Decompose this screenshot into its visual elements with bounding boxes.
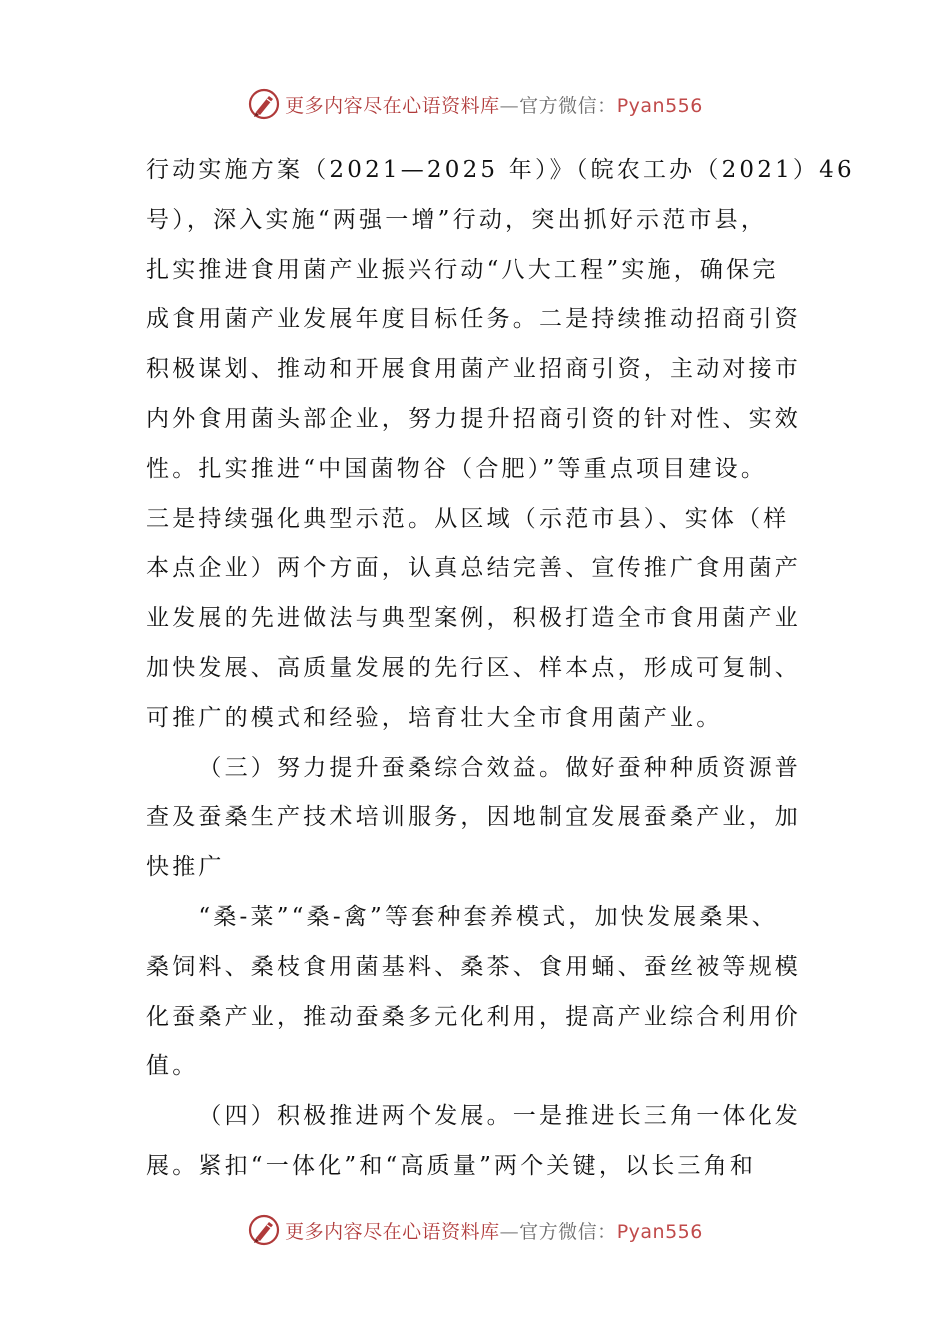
body-text-line: 快推广: [146, 854, 225, 881]
watermark-brand: 更多内容尽在心语资料库: [285, 1220, 500, 1243]
watermark-dash: —: [499, 94, 520, 117]
body-text-line: 本点企业）两个方面，认真总结完善、宣传推广食用菌产: [146, 555, 801, 582]
body-text-line: 值。: [146, 1053, 199, 1080]
document-body: [146, 152, 855, 1198]
body-text-line: 展。紧扣“一体化”和“高质量”两个关键，以长三角和: [146, 1152, 757, 1179]
body-text-line: 性。扎实推进“中国菌物谷（合肥）”等重点项目建设。: [146, 455, 768, 482]
body-text-line: 号），深入实施“两强一增”行动，突出抓好示范市县，: [146, 206, 768, 233]
body-text-line: 成食用菌产业发展年度目标任务。二是持续推动招商引资: [146, 306, 801, 333]
pen-logo-icon: [247, 87, 281, 121]
watermark-brand: 更多内容尽在心语资料库: [285, 94, 500, 117]
watermark-official-label: 官方微信：: [519, 94, 617, 117]
watermark-text: [285, 91, 703, 118]
watermark-wechat-id: Pyan556: [616, 1220, 703, 1243]
watermark-header: [0, 84, 950, 124]
body-text-line: 积极谋划、推动和开展食用菌产业招商引资，主动对接市: [146, 356, 801, 383]
body-text-line: 可推广的模式和经验，培育壮大全市食用菌产业。: [146, 704, 723, 731]
body-text-line: 业发展的先进做法与典型案例，积极打造全市食用菌产业: [146, 605, 801, 632]
body-text-line: 三是持续强化典型示范。从区域（示范市县）、实体（样: [146, 505, 790, 532]
watermark-text: [285, 1217, 703, 1244]
body-text-line: 化蚕桑产业，推动蚕桑多元化利用，提高产业综合利用价: [146, 1003, 801, 1030]
body-text-line: “桑-菜”“桑-禽”等套种套养模式，加快发展桑果、: [198, 903, 778, 930]
body-text-line: 内外食用菌头部企业，努力提升招商引资的针对性、实效: [146, 405, 801, 432]
body-text-line: 扎实推进食用菌产业振兴行动“八大工程”实施，确保完: [146, 256, 779, 283]
body-text-line: （三）努力提升蚕桑综合效益。做好蚕种种质资源普: [198, 754, 801, 781]
body-text-line: 桑饲料、桑枝食用菌基料、桑茶、食用蛹、蚕丝被等规模: [146, 953, 801, 980]
body-text-line: 查及蚕桑生产技术培训服务，因地制宜发展蚕桑产业，加: [146, 804, 801, 831]
watermark-wechat-id: Pyan556: [616, 94, 703, 117]
body-text-line: （四）积极推进两个发展。一是推进长三角一体化发: [198, 1103, 801, 1130]
pen-logo-icon: [247, 1213, 281, 1247]
body-text-line: 行动实施方案（2021—2025 年）》（皖农工办（2021）46: [146, 157, 855, 183]
watermark-footer: [0, 1210, 950, 1250]
body-text-line: 加快发展、高质量发展的先行区、样本点，形成可复制、: [146, 654, 801, 681]
watermark-dash: —: [499, 1220, 520, 1243]
watermark-official-label: 官方微信：: [519, 1220, 617, 1243]
